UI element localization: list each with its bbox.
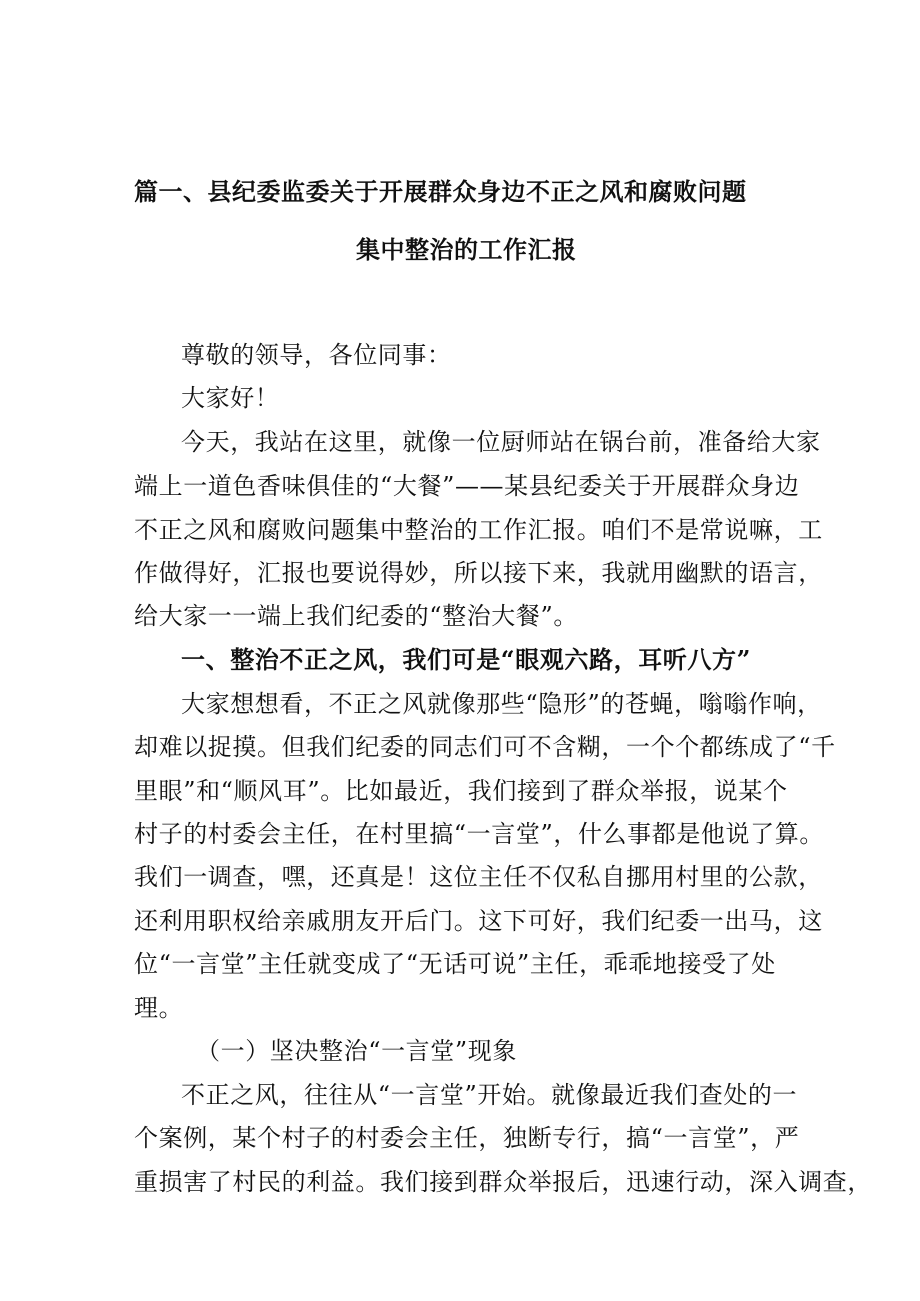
sub-heading-1: （一）坚决整治“一言堂”现象	[196, 1037, 517, 1065]
paragraph-2-line: 还利用职权给亲戚朋友开后门。这下可好，我们纪委一出马，这	[134, 907, 823, 935]
greeting-hello: 大家好！	[181, 384, 280, 412]
paragraph-2-line: 村子的村委会主任，在村里搞“一言堂”，什么事都是他说了算。	[134, 820, 824, 848]
document-title-line-1: 篇一、县纪委监委关于开展群众身边不正之风和腐败问题	[134, 177, 747, 206]
paragraph-2-line: 里眼”和“顺风耳”。比如最近，我们接到了群众举报，说某个	[134, 777, 788, 805]
paragraph-1-line: 端上一道色香味俱佳的“大餐”——某县纪委关于开展群众身边	[134, 472, 800, 500]
paragraph-3-line: 个案例，某个村子的村委会主任，独断专行，搞“一言堂”，严	[134, 1124, 800, 1152]
paragraph-2-line: 却难以捉摸。但我们纪委的同志们可不含糊，一个个都练成了“千	[134, 733, 836, 761]
paragraph-1-line: 不正之风和腐败问题集中整治的工作汇报。咱们不是常说嘛，工	[134, 516, 823, 544]
paragraph-1-line: 给大家一一端上我们纪委的“整治大餐”。	[134, 602, 578, 630]
document-title-line-2: 集中整治的工作汇报	[356, 235, 577, 264]
paragraph-2-line: 大家想想看，不正之风就像那些“隐形”的苍蝇，嗡嗡作响，	[181, 690, 822, 718]
paragraph-1-line: 今天，我站在这里，就像一位厨师站在锅台前，准备给大家	[181, 428, 821, 456]
paragraph-2-line: 理。	[134, 994, 184, 1022]
section-heading-1: 一、整治不正之风，我们可是“眼观六路，耳听八方”	[181, 645, 752, 674]
greeting-line: 尊敬的领导，各位同事：	[181, 341, 452, 369]
paragraph-3-line: 不正之风，往往从“一言堂”开始。就像最近我们查处的一	[181, 1081, 798, 1109]
paragraph-1-line: 作做得好，汇报也要说得妙，所以接下来，我就用幽默的语言，	[134, 559, 823, 587]
paragraph-2-line: 我们一调查，嘿，还真是！这位主任不仅私自挪用村里的公款，	[134, 863, 823, 891]
paragraph-2-line: 位“一言堂”主任就变成了“无话可说”主任，乖乖地接受了处	[134, 950, 776, 978]
paragraph-3-line: 重损害了村民的利益。我们接到群众举报后，迅速行动，深入调查，	[134, 1168, 872, 1196]
